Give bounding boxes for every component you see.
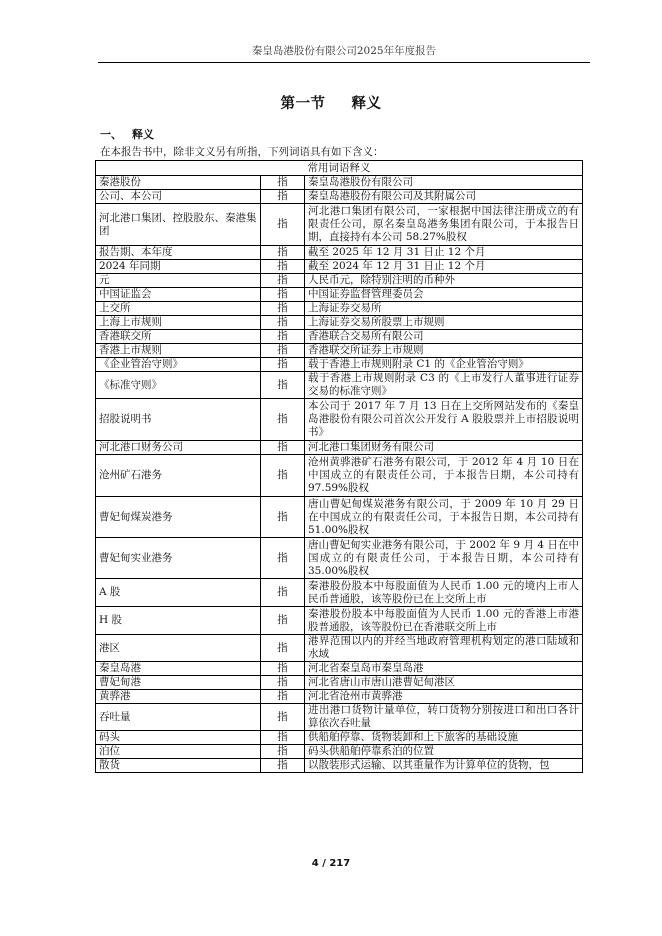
section-number: 第一节	[280, 96, 326, 112]
table-row	[96, 745, 583, 759]
subheading-title: 释义	[132, 128, 154, 141]
cell-term: 曹妃甸煤炭港务	[96, 497, 261, 538]
table-row	[96, 176, 583, 190]
cell-term: 河北港口财务公司	[96, 441, 261, 455]
cell-mid: 指	[261, 538, 305, 579]
cell-term: H 股	[96, 607, 261, 635]
cell-mid: 指	[261, 246, 305, 260]
cell-term: A 股	[96, 579, 261, 607]
cell-desc: 秦港股份股本中每股面值为人民币 1.00 元的境内上市人民币普通股，该等股份已在上交所上市	[305, 579, 583, 607]
cell-desc: 河北港口集团有限公司，一家根据中国法律注册成立的有限责任公司，原名秦皇岛港务集团有限公司，于本报告日期，直接持有本公司 58.27%股权	[305, 204, 583, 246]
cell-mid: 指	[261, 302, 305, 316]
table-row	[96, 316, 583, 330]
cell-mid: 指	[261, 190, 305, 204]
table-row	[96, 662, 583, 676]
cell-term: 散货	[96, 759, 261, 773]
cell-term: 泊位	[96, 745, 261, 759]
table-row	[96, 260, 583, 274]
cell-desc: 上海证券交易所股票上市规则	[305, 316, 583, 330]
table-row	[96, 246, 583, 260]
table-row	[96, 358, 583, 372]
cell-desc: 人民币元，除特别注明的币种外	[305, 274, 583, 288]
cell-term: 《标准守则》	[96, 372, 261, 399]
table-row	[96, 607, 583, 635]
table-row	[96, 759, 583, 773]
cell-term: 香港联交所	[96, 330, 261, 344]
table-row	[96, 274, 583, 288]
cell-desc: 香港联交所证券上市规则	[305, 344, 583, 358]
table-row	[96, 635, 583, 662]
cell-desc: 以散装形式运输、以其重量作为计算单位的货物，包	[305, 759, 583, 773]
cell-term: 2024 年同期	[96, 260, 261, 274]
header-title: 秦皇岛港股份有限公司2025年年度报告	[251, 45, 437, 57]
cell-desc: 唐山曹妃甸煤炭港务有限公司，于 2009 年 10 月 29 日在中国成立的有限责任公司，于本报告日期，本公司持有 51.00%股权	[305, 497, 583, 538]
cell-mid: 指	[261, 260, 305, 274]
table-row	[96, 676, 583, 690]
cell-desc: 唐山曹妃甸实业港务有限公司，于 2002 年 9 月 4 日在中国成立的有限责任公司，于本报告日期，本公司持有 35.00%股权	[305, 538, 583, 579]
cell-term: 招股说明书	[96, 399, 261, 441]
cell-mid: 指	[261, 344, 305, 358]
cell-desc: 码头供船舶停靠系泊的位置	[305, 745, 583, 759]
cell-mid: 指	[261, 759, 305, 773]
section-title	[0, 92, 662, 113]
cell-mid: 指	[261, 288, 305, 302]
cell-desc: 本公司于 2017 年 7 月 13 日在上交所网站发布的《秦皇岛港股份有限公司首次公开发行 A 股股票并上市招股说明书》	[305, 399, 583, 441]
cell-mid: 指	[261, 607, 305, 635]
table-row	[96, 288, 583, 302]
cell-term: 元	[96, 274, 261, 288]
cell-desc: 载于香港上市规则附录 C1 的《企业管治守则》	[305, 358, 583, 372]
table-row	[96, 204, 583, 246]
cell-desc: 河北省秦皇岛市秦皇岛港	[305, 662, 583, 676]
cell-desc: 港界范围以内的并经当地政府管理机构划定的港口陆域和水域	[305, 635, 583, 662]
page-number: 4 / 217	[311, 858, 351, 869]
cell-desc: 河北省沧州市黄骅港	[305, 690, 583, 704]
cell-desc: 载于香港上市规则附录 C3 的《上市发行人董事进行证券交易的标准守则》	[305, 372, 583, 399]
cell-term: 港区	[96, 635, 261, 662]
subheading	[100, 126, 154, 142]
table-row	[96, 441, 583, 455]
table-row	[96, 372, 583, 399]
cell-desc: 上海证券交易所	[305, 302, 583, 316]
page-header	[98, 28, 590, 63]
cell-mid: 指	[261, 731, 305, 745]
cell-term: 上交所	[96, 302, 261, 316]
section-name: 释义	[351, 96, 382, 112]
cell-term: 河北港口集团、控股股东、秦港集团	[96, 204, 261, 246]
cell-mid: 指	[261, 745, 305, 759]
cell-mid: 指	[261, 676, 305, 690]
cell-desc: 截至 2024 年 12 月 31 日止 12 个月	[305, 260, 583, 274]
cell-term: 《企业管治守则》	[96, 358, 261, 372]
cell-term: 秦港股份	[96, 176, 261, 190]
table-row	[96, 538, 583, 579]
cell-desc: 河北港口集团财务有限公司	[305, 441, 583, 455]
cell-mid: 指	[261, 635, 305, 662]
cell-mid: 指	[261, 704, 305, 731]
cell-desc: 中国证券监督管理委员会	[305, 288, 583, 302]
table-row	[96, 690, 583, 704]
cell-mid: 指	[261, 358, 305, 372]
cell-desc: 河北省唐山市唐山港曹妃甸港区	[305, 676, 583, 690]
cell-term: 沧州矿石港务	[96, 455, 261, 497]
table-caption: 常用词语释义	[96, 161, 583, 176]
cell-term: 秦皇岛港	[96, 662, 261, 676]
cell-mid: 指	[261, 399, 305, 441]
definitions-table	[95, 160, 583, 773]
cell-term: 码头	[96, 731, 261, 745]
table-row	[96, 731, 583, 745]
cell-mid: 指	[261, 662, 305, 676]
table-row	[96, 330, 583, 344]
table-row	[96, 190, 583, 204]
cell-desc: 秦皇岛港股份有限公司	[305, 176, 583, 190]
cell-mid: 指	[261, 372, 305, 399]
table-row	[96, 302, 583, 316]
intro-text: 在本报告书中，除非文义另有所指，下列词语具有如下含义：	[100, 146, 384, 158]
cell-term: 上海上市规则	[96, 316, 261, 330]
table-row	[96, 455, 583, 497]
cell-term: 中国证监会	[96, 288, 261, 302]
cell-desc: 进出港口货物计量单位，转口货物分别按进口和出口各计算依次吞吐量	[305, 704, 583, 731]
cell-desc: 沧州黄骅港矿石港务有限公司，于 2012 年 4 月 10 日在中国成立的有限责任公司，于本报告日期，本公司持有 97.59%股权	[305, 455, 583, 497]
cell-mid: 指	[261, 176, 305, 190]
table-caption-row	[96, 161, 583, 176]
cell-mid: 指	[261, 330, 305, 344]
cell-desc: 秦皇岛港股份有限公司及其附属公司	[305, 190, 583, 204]
cell-term: 吞吐量	[96, 704, 261, 731]
cell-desc: 截至 2025 年 12 月 31 日止 12 个月	[305, 246, 583, 260]
cell-desc: 香港联合交易所有限公司	[305, 330, 583, 344]
cell-mid: 指	[261, 441, 305, 455]
cell-term: 黄骅港	[96, 690, 261, 704]
table-row	[96, 344, 583, 358]
cell-mid: 指	[261, 316, 305, 330]
cell-mid: 指	[261, 497, 305, 538]
cell-mid: 指	[261, 690, 305, 704]
cell-mid: 指	[261, 204, 305, 246]
cell-desc: 供船舶停靠、货物装卸和上下旅客的基础设施	[305, 731, 583, 745]
table-row	[96, 497, 583, 538]
cell-term: 曹妃甸实业港务	[96, 538, 261, 579]
table-row	[96, 704, 583, 731]
table-row	[96, 579, 583, 607]
cell-mid: 指	[261, 579, 305, 607]
table-row	[96, 399, 583, 441]
cell-desc: 秦港股份股本中每股面值为人民币 1.00 元的香港上市港股普通股，该等股份已在香港联交所上市	[305, 607, 583, 635]
cell-term: 香港上市规则	[96, 344, 261, 358]
cell-term: 公司、本公司	[96, 190, 261, 204]
subheading-number: 一、	[100, 128, 122, 141]
cell-mid: 指	[261, 274, 305, 288]
cell-term: 报告期、本年度	[96, 246, 261, 260]
cell-mid: 指	[261, 455, 305, 497]
cell-term: 曹妃甸港	[96, 676, 261, 690]
